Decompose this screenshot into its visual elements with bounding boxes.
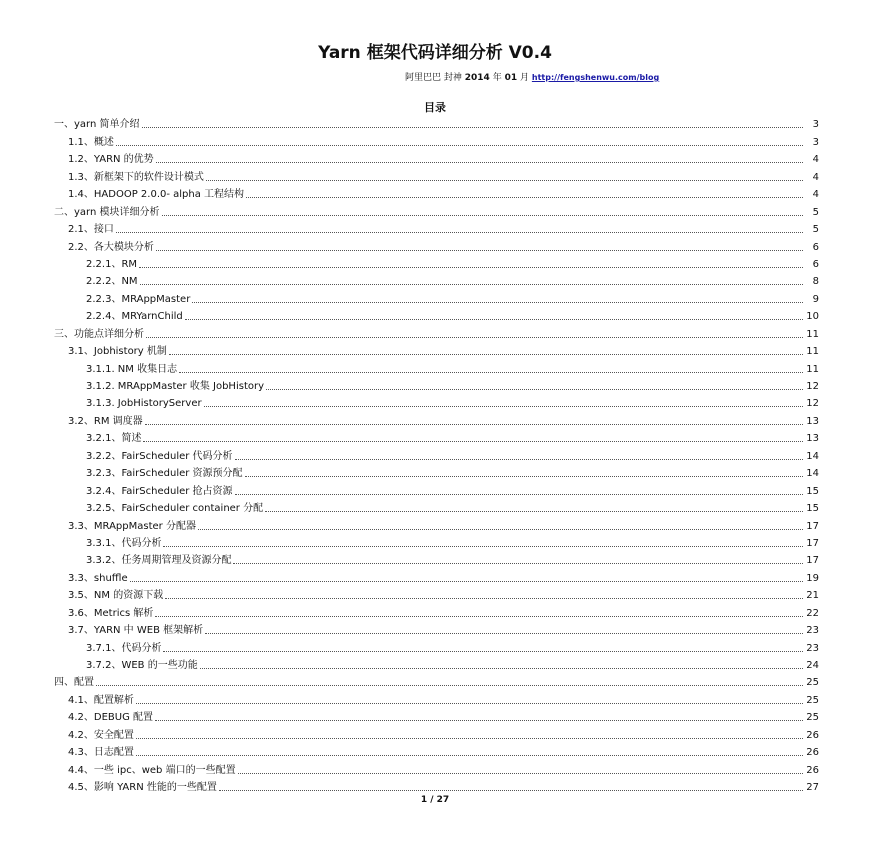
toc-leader-dots	[146, 336, 803, 338]
toc-entry-label: 2.2、各大模块分析	[68, 241, 154, 253]
toc-entry[interactable]	[54, 724, 819, 741]
toc-entry[interactable]	[54, 166, 819, 183]
toc-leader-dots	[245, 475, 803, 477]
toc-entry-page: 11	[806, 328, 819, 340]
toc-entry-page: 23	[806, 642, 819, 654]
toc-leader-dots	[200, 667, 803, 669]
toc-entry-label: 3.7.2、WEB 的一些功能	[86, 660, 198, 671]
toc-entry-label: 3.2.2、FairScheduler 代码分析	[86, 450, 233, 462]
toc-entry[interactable]	[54, 306, 819, 323]
toc-entry[interactable]	[54, 445, 819, 462]
toc-entry-page: 12	[806, 381, 819, 392]
toc-entry[interactable]	[54, 550, 819, 567]
toc-entry-label: 2.2.1、RM	[86, 258, 138, 270]
toc-leader-dots	[156, 249, 803, 251]
document-title: Yarn 框架代码详细分析 V0.4	[318, 43, 552, 63]
author-line	[405, 70, 659, 83]
toc-entry[interactable]	[54, 689, 819, 706]
toc-entry[interactable]	[54, 236, 819, 253]
author-names: 阿里巴巴 封神	[405, 73, 462, 83]
toc-entry[interactable]	[54, 376, 819, 393]
date-month: 01	[504, 73, 518, 83]
toc-entry[interactable]	[54, 672, 819, 689]
toc-entry[interactable]	[54, 358, 819, 375]
toc-leader-dots	[246, 196, 803, 198]
toc-leader-dots	[235, 493, 803, 495]
toc-entry-page: 11	[806, 346, 819, 358]
toc-leader-dots	[198, 528, 803, 530]
toc-entry[interactable]	[54, 480, 819, 497]
toc-entry-page: 25	[806, 677, 819, 689]
toc-entry-page: 25	[806, 712, 819, 724]
toc-leader-dots	[169, 353, 803, 355]
toc-entry-label: 3.7.1、代码分析	[86, 642, 162, 654]
toc-entry[interactable]	[54, 533, 819, 550]
toc-entry-label: 4.3、日志配置	[68, 747, 134, 759]
toc-leader-dots	[145, 423, 803, 425]
toc-entry-label: 3.1.3. JobHistoryServer	[86, 398, 202, 410]
toc-leader-dots	[139, 266, 803, 268]
toc-entry-page: 15	[806, 485, 819, 497]
toc-entry-label: 2.1、接口	[68, 224, 114, 236]
toc-entry-label: 3.2.4、FairScheduler 抢占资源	[86, 485, 233, 497]
toc-entry-label: 二、yarn 模块详细分析	[54, 206, 160, 218]
toc-entry-label: 4.5、影响 YARN 性能的一些配置	[68, 782, 217, 794]
toc-leader-dots	[165, 597, 803, 599]
toc-entry-page: 21	[806, 590, 819, 602]
toc-entry-label: 3.6、Metrics 解析	[68, 607, 154, 619]
toc-entry-label: 3.1.1. NM 收集日志	[86, 363, 178, 375]
toc-entry-label: 3.3.1、代码分析	[86, 537, 162, 549]
toc-entry-page: 9	[812, 293, 819, 305]
toc-leader-dots	[136, 737, 803, 739]
toc-entry-label: 2.2.2、NM	[86, 276, 138, 288]
toc-entry-page: 10	[806, 311, 819, 323]
toc-entry-page: 15	[806, 503, 819, 515]
toc-entry-page: 14	[806, 450, 819, 462]
toc-leader-dots	[116, 144, 803, 146]
date-year: 2014	[464, 73, 490, 83]
toc-entry-page: 4	[812, 154, 819, 166]
toc-entry-label: 3.1、Jobhistory 机制	[68, 346, 167, 358]
toc-entry-page: 6	[812, 241, 819, 253]
toc-entry[interactable]	[54, 463, 819, 480]
toc-entry-page: 13	[806, 415, 819, 427]
toc-leader-dots	[156, 161, 803, 163]
toc-leader-dots	[162, 214, 804, 216]
toc-entry[interactable]	[54, 602, 819, 619]
toc-entry[interactable]	[54, 620, 819, 637]
toc-entry-label: 3.7、YARN 中 WEB 框架解析	[68, 625, 204, 637]
toc-leader-dots	[155, 719, 803, 721]
date-year-unit: 年	[492, 73, 502, 83]
toc-entry[interactable]	[54, 114, 819, 131]
toc-entry[interactable]	[54, 777, 819, 794]
toc-entry[interactable]	[54, 707, 819, 724]
toc-entry[interactable]	[54, 271, 819, 288]
toc-entry-page: 8	[812, 276, 819, 288]
toc-entry-page: 4	[812, 171, 819, 183]
toc-entry[interactable]	[54, 184, 819, 201]
page-indicator: 1 / 27	[420, 795, 450, 805]
toc-entry-label: 1.2、YARN 的优势	[68, 154, 154, 166]
toc-entry-page: 12	[806, 398, 819, 410]
toc-entry-page: 3	[812, 136, 819, 148]
toc-entry[interactable]	[54, 341, 819, 358]
toc-entry-label: 3.2、RM 调度器	[68, 415, 143, 427]
toc-entry-page: 14	[806, 468, 819, 480]
toc-entry-page: 26	[806, 764, 819, 776]
toc-entry-label: 3.2.1、简述	[86, 433, 142, 445]
toc-leader-dots	[130, 580, 803, 582]
toc-entry-page: 6	[812, 258, 819, 270]
toc-heading: 目录	[424, 101, 446, 114]
toc-leader-dots	[206, 179, 803, 181]
toc-entry-page: 4	[812, 189, 819, 201]
toc-leader-dots	[142, 126, 804, 128]
toc-entry-page: 5	[812, 206, 819, 218]
toc-leader-dots	[185, 318, 803, 320]
toc-entry[interactable]	[54, 655, 819, 672]
table-of-contents	[54, 114, 819, 794]
toc-entry[interactable]	[54, 131, 819, 148]
toc-entry[interactable]	[54, 410, 819, 427]
toc-leader-dots	[265, 510, 803, 512]
toc-entry-label: 1.1、概述	[68, 136, 114, 148]
toc-entry-label: 3.2.3、FairScheduler 资源预分配	[86, 468, 243, 480]
toc-leader-dots	[136, 754, 803, 756]
toc-leader-dots	[155, 615, 803, 617]
toc-entry-page: 25	[806, 694, 819, 706]
toc-leader-dots	[163, 650, 803, 652]
toc-leader-dots	[235, 458, 803, 460]
toc-entry-page: 22	[806, 607, 819, 619]
toc-entry[interactable]	[54, 201, 819, 218]
toc-entry[interactable]	[54, 742, 819, 759]
toc-entry[interactable]	[54, 288, 819, 305]
toc-entry[interactable]	[54, 498, 819, 515]
toc-entry-label: 3.3、shuffle	[68, 572, 128, 584]
toc-entry-label: 四、配置	[54, 677, 94, 689]
toc-leader-dots	[205, 632, 803, 634]
toc-entry[interactable]	[54, 585, 819, 602]
toc-leader-dots	[116, 231, 803, 233]
toc-entry-page: 17	[806, 537, 819, 549]
toc-entry[interactable]	[54, 219, 819, 236]
toc-leader-dots	[140, 283, 803, 285]
toc-entry-label: 三、功能点详细分析	[54, 328, 144, 340]
toc-entry-label: 3.3.2、任务周期管理及资源分配	[86, 555, 232, 567]
toc-entry-page: 26	[806, 747, 819, 759]
toc-entry-label: 4.1、配置解析	[68, 694, 134, 706]
toc-entry-page: 11	[806, 363, 819, 375]
toc-entry-label: 3.5、NM 的资源下载	[68, 590, 164, 602]
toc-entry[interactable]	[54, 254, 819, 271]
toc-entry-page: 27	[806, 782, 819, 794]
toc-leader-dots	[204, 405, 803, 407]
toc-entry-label: 3.3、MRAppMaster 分配器	[68, 520, 196, 532]
toc-entry-page: 13	[806, 433, 819, 445]
toc-entry[interactable]	[54, 759, 819, 776]
toc-entry-label: 4.2、DEBUG 配置	[68, 712, 154, 724]
toc-leader-dots	[136, 702, 803, 704]
toc-entry[interactable]	[54, 149, 819, 166]
toc-entry-label: 1.3、新框架下的软件设计模式	[68, 171, 204, 183]
toc-leader-dots	[233, 562, 803, 564]
toc-entry-page: 23	[806, 625, 819, 637]
toc-leader-dots	[192, 301, 803, 303]
toc-entry-page: 17	[806, 520, 819, 532]
toc-entry-label: 4.2、安全配置	[68, 729, 134, 741]
toc-entry[interactable]	[54, 428, 819, 445]
toc-entry-page: 24	[806, 660, 819, 671]
toc-entry-label: 3.2.5、FairScheduler container 分配	[86, 503, 264, 515]
toc-leader-dots	[266, 388, 803, 390]
author-url-link[interactable]: http://fengshenwu.com/blog	[531, 73, 660, 82]
date-month-unit: 月	[519, 73, 529, 83]
toc-entry[interactable]	[54, 393, 819, 410]
toc-entry-label: 4.4、一些 ipc、web 端口的一些配置	[68, 764, 236, 776]
toc-entry[interactable]	[54, 637, 819, 654]
toc-leader-dots	[179, 371, 803, 373]
toc-entry-label: 一、yarn 简单介绍	[54, 119, 140, 131]
toc-entry-label: 1.4、HADOOP 2.0.0- alpha 工程结构	[68, 189, 245, 201]
toc-entry-page: 26	[806, 729, 819, 741]
toc-leader-dots	[163, 545, 803, 547]
toc-leader-dots	[143, 440, 803, 442]
toc-entry-page: 19	[806, 572, 819, 584]
toc-entry-label: 2.2.3、MRAppMaster	[86, 293, 191, 305]
toc-entry-label: 2.2.4、MRYarnChild	[86, 311, 183, 323]
toc-entry-page: 5	[812, 224, 819, 236]
toc-entry-label: 3.1.2. MRAppMaster 收集 JobHistory	[86, 381, 265, 392]
toc-leader-dots	[219, 789, 803, 791]
toc-leader-dots	[96, 684, 803, 686]
toc-entry[interactable]	[54, 323, 819, 340]
toc-entry-page: 17	[806, 555, 819, 567]
toc-leader-dots	[238, 772, 803, 774]
toc-entry[interactable]	[54, 567, 819, 584]
toc-entry[interactable]	[54, 515, 819, 532]
toc-entry-page: 3	[812, 119, 819, 131]
